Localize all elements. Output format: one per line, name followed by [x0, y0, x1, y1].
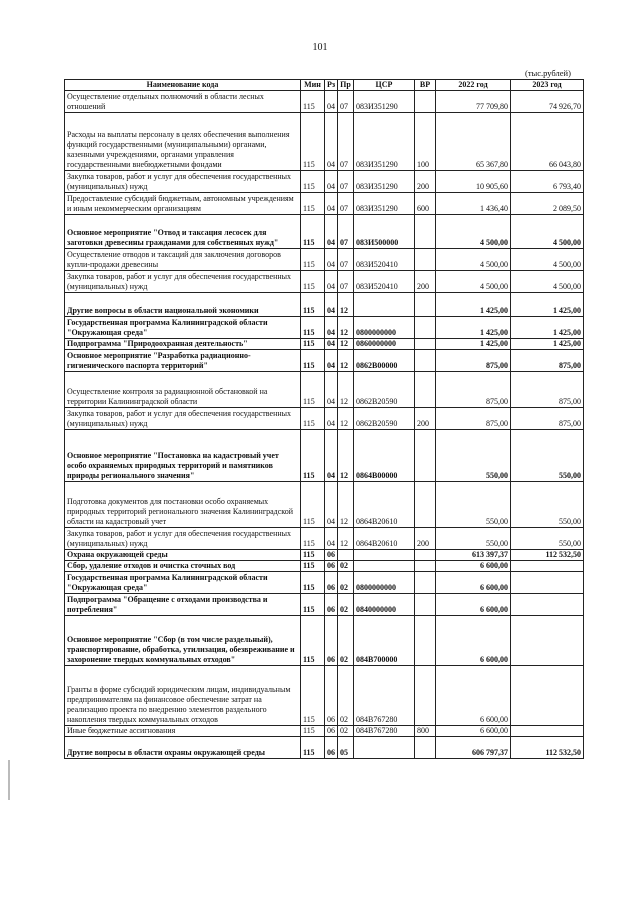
row-min: 115: [301, 350, 325, 372]
row-csr: [354, 737, 415, 759]
table-row: [65, 171, 584, 193]
row-min: 115: [301, 113, 325, 171]
row-name: Осуществление отводов и таксаций для заключения договоров купли-продажи древесины: [65, 249, 301, 271]
row-name: Основное мероприятие "Постановка на кадастровый учет особо охраняемых природных территорий и памятников природы регионального значения": [65, 430, 301, 482]
row-2022: 65 367,80: [436, 113, 511, 171]
row-2023: 1 425,00: [511, 317, 584, 339]
row-csr: 084В767280: [354, 726, 415, 737]
row-min: 115: [301, 249, 325, 271]
row-name: Закупка товаров, работ и услуг для обеспечения государственных (муниципальных) нужд: [65, 408, 301, 430]
row-name: Основное мероприятие "Отвод и таксация лесосек для заготовки древесины гражданами для собственных нужд": [65, 215, 301, 249]
row-vr: [415, 666, 436, 726]
table-row: [65, 249, 584, 271]
table-row: [65, 271, 584, 293]
row-name: Расходы на выплаты персоналу в целях обеспечения выполнения функций государственными (муниципальными) органами, казенными учреждениями, органами управления государственными внебюджетными фондами: [65, 113, 301, 171]
table-row: [65, 339, 584, 350]
row-min: 115: [301, 550, 325, 561]
row-name: Иные бюджетные ассигнования: [65, 726, 301, 737]
table-row: [65, 550, 584, 561]
row-rz: 04: [325, 408, 338, 430]
row-2022: 875,00: [436, 372, 511, 408]
row-2023: 875,00: [511, 408, 584, 430]
row-pr: 12: [338, 408, 354, 430]
row-vr: [415, 737, 436, 759]
header-min: Мин: [301, 80, 325, 91]
row-rz: 06: [325, 616, 338, 666]
row-min: 115: [301, 561, 325, 572]
row-min: 115: [301, 293, 325, 317]
table-row: [65, 350, 584, 372]
row-rz: 04: [325, 215, 338, 249]
row-csr: 0800000000: [354, 317, 415, 339]
row-rz: 04: [325, 430, 338, 482]
row-csr: 0862В20590: [354, 408, 415, 430]
row-rz: 06: [325, 561, 338, 572]
table-row: [65, 408, 584, 430]
row-pr: 07: [338, 171, 354, 193]
row-csr: 083И500000: [354, 215, 415, 249]
row-name: Закупка товаров, работ и услуг для обеспечения государственных (муниципальных) нужд: [65, 528, 301, 550]
row-csr: 083И351290: [354, 193, 415, 215]
row-name: Предоставление субсидий бюджетным, автономным учреждениям и иным некоммерческим организациям: [65, 193, 301, 215]
row-min: 115: [301, 215, 325, 249]
row-vr: 100: [415, 113, 436, 171]
row-vr: [415, 215, 436, 249]
header-row: [65, 80, 584, 91]
row-vr: [415, 350, 436, 372]
row-vr: [415, 430, 436, 482]
row-name: Основное мероприятие "Разработка радиационно-гигиенического паспорта территорий": [65, 350, 301, 372]
row-pr: 02: [338, 561, 354, 572]
row-pr: 07: [338, 91, 354, 113]
row-vr: [415, 482, 436, 528]
row-vr: [415, 372, 436, 408]
row-vr: [415, 594, 436, 616]
row-min: 115: [301, 594, 325, 616]
row-rz: 06: [325, 666, 338, 726]
row-2023: 875,00: [511, 372, 584, 408]
row-2023: 550,00: [511, 430, 584, 482]
row-name: Государственная программа Калининградской области "Окружающая среда": [65, 572, 301, 594]
row-2022: 550,00: [436, 482, 511, 528]
row-2022: 875,00: [436, 350, 511, 372]
table-row: [65, 482, 584, 528]
row-csr: 0862В00000: [354, 350, 415, 372]
row-csr: 0864В00000: [354, 430, 415, 482]
row-name: Подготовка документов для постановки особо охраняемых природных территорий регионального значения Калининградской области на кадастровый учет: [65, 482, 301, 528]
row-pr: 12: [338, 372, 354, 408]
row-name: Сбор, удаление отходов и очистка сточных вод: [65, 561, 301, 572]
row-rz: 06: [325, 726, 338, 737]
header-pr: Пр: [338, 80, 354, 91]
row-csr: 083И351290: [354, 171, 415, 193]
row-2023: 4 500,00: [511, 271, 584, 293]
header-csr: ЦСР: [354, 80, 415, 91]
row-2023: 6 793,40: [511, 171, 584, 193]
row-csr: [354, 561, 415, 572]
row-2023: 2 089,50: [511, 193, 584, 215]
row-2022: 4 500,00: [436, 249, 511, 271]
row-2023: 875,00: [511, 350, 584, 372]
row-2022: 6 600,00: [436, 594, 511, 616]
row-min: 115: [301, 408, 325, 430]
table-row: [65, 91, 584, 113]
table-row: [65, 215, 584, 249]
header-rz: Рз: [325, 80, 338, 91]
row-vr: [415, 572, 436, 594]
row-2022: 77 709,80: [436, 91, 511, 113]
row-2022: 875,00: [436, 408, 511, 430]
row-rz: 04: [325, 372, 338, 408]
row-pr: 12: [338, 317, 354, 339]
row-name: Закупка товаров, работ и услуг для обеспечения государственных (муниципальных) нужд: [65, 171, 301, 193]
row-pr: [338, 550, 354, 561]
row-min: 115: [301, 482, 325, 528]
row-vr: [415, 91, 436, 113]
row-2023: 74 926,70: [511, 91, 584, 113]
row-2022: 6 600,00: [436, 572, 511, 594]
row-vr: 200: [415, 528, 436, 550]
table-row: [65, 528, 584, 550]
scan-edge-mark: [8, 760, 10, 800]
table-row: [65, 113, 584, 171]
row-min: 115: [301, 271, 325, 293]
row-2023: 4 500,00: [511, 249, 584, 271]
row-2023: [511, 726, 584, 737]
row-pr: 12: [338, 430, 354, 482]
row-2022: 6 600,00: [436, 726, 511, 737]
table-row: [65, 372, 584, 408]
row-pr: 07: [338, 271, 354, 293]
row-min: 115: [301, 317, 325, 339]
row-2022: 6 600,00: [436, 561, 511, 572]
budget-table: [64, 79, 584, 759]
row-pr: 07: [338, 193, 354, 215]
row-name: Подпрограмма "Обращение с отходами производства и потребления": [65, 594, 301, 616]
row-csr: 084В700000: [354, 616, 415, 666]
row-csr: [354, 293, 415, 317]
row-2022: 4 500,00: [436, 215, 511, 249]
row-vr: [415, 293, 436, 317]
row-name: Государственная программа Калининградской области "Окружающая среда": [65, 317, 301, 339]
table-row: [65, 430, 584, 482]
row-rz: 04: [325, 317, 338, 339]
row-rz: 06: [325, 594, 338, 616]
row-pr: 07: [338, 113, 354, 171]
row-2022: 6 600,00: [436, 616, 511, 666]
table-row: [65, 616, 584, 666]
row-min: 115: [301, 528, 325, 550]
table-row: [65, 193, 584, 215]
row-vr: [415, 561, 436, 572]
row-min: 115: [301, 737, 325, 759]
row-min: 115: [301, 616, 325, 666]
page-number: 101: [312, 42, 328, 53]
table-row: [65, 737, 584, 759]
row-name: Гранты в форме субсидий юридическим лицам, индивидуальным предпринимателям на финансовое обеспечение затрат на реализацию проекта по внедрению элементов раздельного накопления твердых коммунальных отходов: [65, 666, 301, 726]
row-2022: 1 436,40: [436, 193, 511, 215]
row-pr: 07: [338, 249, 354, 271]
row-2023: 112 532,50: [511, 550, 584, 561]
row-2022: 550,00: [436, 430, 511, 482]
row-name: Охрана окружающей среды: [65, 550, 301, 561]
row-2023: 550,00: [511, 482, 584, 528]
row-rz: 04: [325, 271, 338, 293]
row-pr: 02: [338, 572, 354, 594]
row-name: Основное мероприятие "Сбор (в том числе раздельный), транспортирование, обработка, утилизация, обезвреживание и захоронение твердых коммунальных отходов": [65, 616, 301, 666]
row-rz: 04: [325, 193, 338, 215]
row-csr: [354, 550, 415, 561]
row-vr: 200: [415, 408, 436, 430]
row-min: 115: [301, 193, 325, 215]
row-rz: 04: [325, 113, 338, 171]
row-2023: 550,00: [511, 528, 584, 550]
row-vr: [415, 550, 436, 561]
header-2023: 2023 год: [511, 80, 584, 91]
table-row: [65, 572, 584, 594]
row-pr: 02: [338, 666, 354, 726]
row-2023: 4 500,00: [511, 215, 584, 249]
row-rz: 04: [325, 350, 338, 372]
row-pr: 12: [338, 350, 354, 372]
row-csr: 083И520410: [354, 249, 415, 271]
row-rz: 04: [325, 482, 338, 528]
row-pr: 12: [338, 293, 354, 317]
row-name: Осуществление контроля за радиационной обстановкой на территории Калининградской области: [65, 372, 301, 408]
row-2022: 606 797,37: [436, 737, 511, 759]
row-rz: 04: [325, 293, 338, 317]
row-2023: 1 425,00: [511, 339, 584, 350]
row-min: 115: [301, 430, 325, 482]
row-2023: [511, 666, 584, 726]
row-rz: 04: [325, 171, 338, 193]
row-2022: 550,00: [436, 528, 511, 550]
row-name: Другие вопросы в области охраны окружающей среды: [65, 737, 301, 759]
row-pr: 12: [338, 528, 354, 550]
row-csr: 0862В20590: [354, 372, 415, 408]
table-row: [65, 561, 584, 572]
row-vr: 200: [415, 171, 436, 193]
row-csr: 083И351290: [354, 113, 415, 171]
table-row: [65, 293, 584, 317]
row-name: Подпрограмма "Природоохранная деятельность": [65, 339, 301, 350]
row-vr: 600: [415, 193, 436, 215]
row-2023: 112 532,50: [511, 737, 584, 759]
table-row: [65, 317, 584, 339]
row-csr: 0860000000: [354, 339, 415, 350]
row-csr: 0800000000: [354, 572, 415, 594]
row-rz: 04: [325, 528, 338, 550]
row-min: 115: [301, 171, 325, 193]
row-pr: 02: [338, 616, 354, 666]
row-2023: 1 425,00: [511, 293, 584, 317]
row-vr: [415, 317, 436, 339]
row-rz: 04: [325, 249, 338, 271]
row-2022: 613 397,37: [436, 550, 511, 561]
row-csr: 0840000000: [354, 594, 415, 616]
row-2022: 1 425,00: [436, 293, 511, 317]
row-pr: 02: [338, 594, 354, 616]
row-csr: 083И351290: [354, 91, 415, 113]
row-2023: 66 043,80: [511, 113, 584, 171]
row-pr: 07: [338, 215, 354, 249]
row-pr: 02: [338, 726, 354, 737]
row-name: Осуществление отдельных полномочий в области лесных отношений: [65, 91, 301, 113]
row-csr: 083И520410: [354, 271, 415, 293]
row-min: 115: [301, 339, 325, 350]
row-2022: 1 425,00: [436, 317, 511, 339]
row-csr: 0864В20610: [354, 482, 415, 528]
row-vr: [415, 339, 436, 350]
header-name: Наименование кода: [65, 80, 301, 91]
row-rz: 04: [325, 339, 338, 350]
header-2022: 2022 год: [436, 80, 511, 91]
table-body: [65, 91, 584, 759]
row-min: 115: [301, 726, 325, 737]
row-rz: 06: [325, 550, 338, 561]
row-rz: 06: [325, 572, 338, 594]
row-rz: 04: [325, 91, 338, 113]
row-min: 115: [301, 572, 325, 594]
row-vr: 800: [415, 726, 436, 737]
units-label: (тыс.рублей): [525, 68, 571, 78]
row-pr: 12: [338, 339, 354, 350]
row-2023: [511, 561, 584, 572]
table-row: [65, 594, 584, 616]
row-csr: 084В767280: [354, 666, 415, 726]
row-min: 115: [301, 372, 325, 408]
row-2022: 6 600,00: [436, 666, 511, 726]
row-2023: [511, 572, 584, 594]
row-min: 115: [301, 666, 325, 726]
row-2022: 1 425,00: [436, 339, 511, 350]
row-pr: 12: [338, 482, 354, 528]
table-row: [65, 666, 584, 726]
row-2022: 4 500,00: [436, 271, 511, 293]
row-vr: [415, 616, 436, 666]
row-vr: 200: [415, 271, 436, 293]
row-pr: 05: [338, 737, 354, 759]
header-vr: ВР: [415, 80, 436, 91]
row-2023: [511, 594, 584, 616]
row-2023: [511, 616, 584, 666]
row-rz: 06: [325, 737, 338, 759]
row-min: 115: [301, 91, 325, 113]
row-name: Закупка товаров, работ и услуг для обеспечения государственных (муниципальных) нужд: [65, 271, 301, 293]
row-2022: 10 905,60: [436, 171, 511, 193]
row-vr: [415, 249, 436, 271]
row-name: Другие вопросы в области национальной экономики: [65, 293, 301, 317]
table-row: [65, 726, 584, 737]
row-csr: 0864В20610: [354, 528, 415, 550]
